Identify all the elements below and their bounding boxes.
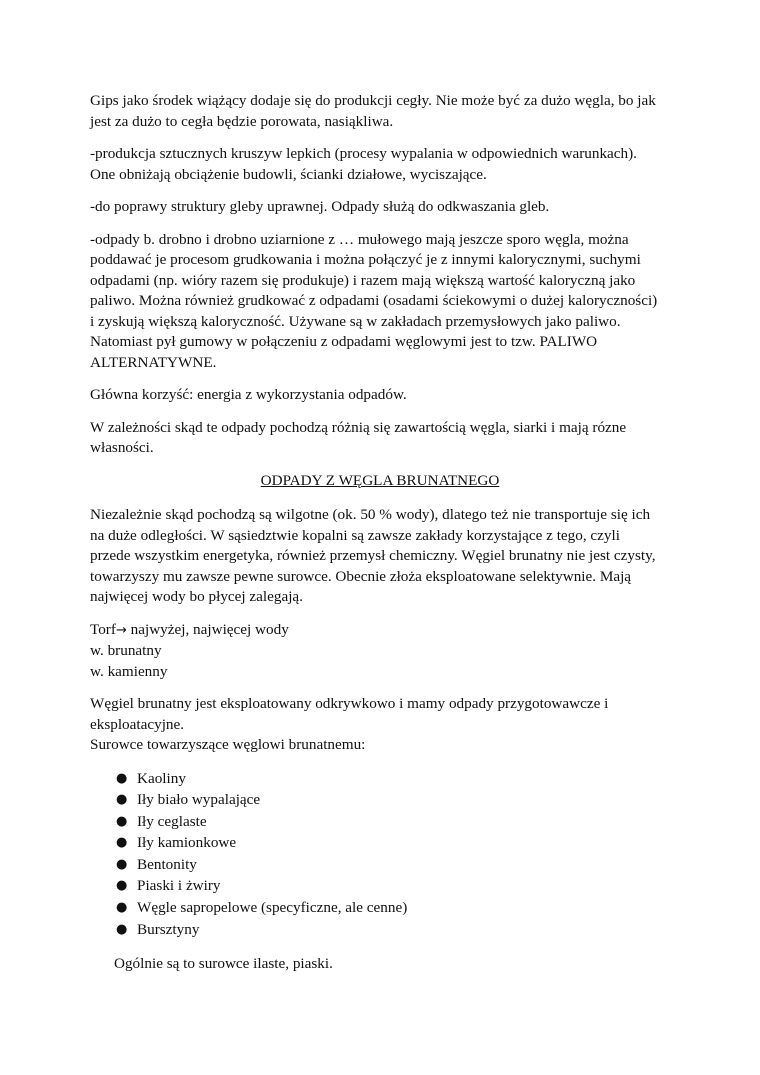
paragraph-line: -odpady b. drobno i drobno uziarnione z … mułowego mają jeszcze sporo węgla, można <box>90 230 629 248</box>
paragraph-line: One obniżają obciążenie budowli, ścianki działowe, wyciszające. <box>90 165 487 183</box>
coal-rank-line <box>90 620 670 642</box>
list-item <box>90 919 670 941</box>
paragraph-line: ALTERNATYWNE. <box>90 353 217 371</box>
paragraph-line: Natomiast pył gumowy w połączeniu z odpadami węglowymi jest to tzw. PALIWO <box>90 333 598 350</box>
paragraph-line: W zależności skąd te odpady pochodzą różnią się zawartością węgla, siarki i mają rózne <box>90 418 627 436</box>
document-page <box>90 91 670 987</box>
bullet-icon: ● <box>116 878 128 894</box>
bullet-icon: ● <box>116 792 128 808</box>
bullet-icon: ● <box>116 900 128 916</box>
paragraph-lignite-waste <box>90 505 670 608</box>
list-item <box>90 854 670 876</box>
paragraph-origin <box>90 418 670 459</box>
list-item-text: Piaski i żwiry <box>137 877 221 895</box>
section-heading: ODPADY Z WĘGLA BRUNATNEGO <box>260 471 500 489</box>
paragraph-line: Surowce towarzyszące węglowi brunatnemu: <box>90 736 366 753</box>
paragraph-gypsum <box>90 91 670 132</box>
list-item-text: Kaoliny <box>137 769 186 787</box>
list-item <box>90 789 670 811</box>
list-item <box>90 768 670 790</box>
list-item-text: Bentonity <box>137 855 197 873</box>
coal-rank-label: Torf <box>90 620 116 638</box>
list-item-text: Iły kamionkowe <box>137 834 237 852</box>
bullet-icon: ● <box>116 856 128 872</box>
paragraph-exploitation <box>90 694 670 756</box>
paragraph-line: Główna korzyść: energia z wykorzystania odpadów. <box>90 386 407 403</box>
paragraph-line: najwięcej wody bo płycej zalegają. <box>90 588 303 605</box>
accompanying-minerals-list <box>90 768 670 941</box>
paragraph-line: na duże odległości. W sąsiedztwie kopalni są zawsze zakłady korzystające z tego, czyli <box>90 526 620 544</box>
bullet-icon: ● <box>116 835 128 851</box>
bullet-icon: ● <box>116 813 128 829</box>
list-item-text: Iły ceglaste <box>137 812 207 830</box>
coal-rank-list <box>90 620 670 683</box>
paragraph-line: Gips jako środek wiążący dodaje się do produkcji cegły. Nie może być za dużo węgla, bo jak <box>90 92 656 109</box>
arrow-right-icon: → <box>115 622 127 638</box>
paragraph-line: jest za dużo to cegła będzie porowata, nasiąkliwa. <box>90 112 394 130</box>
list-item <box>90 897 670 919</box>
list-item-text: Węgle sapropelowe (specyficzne, ale cenne) <box>137 899 408 917</box>
paragraph-line: eksploatacyjne. <box>90 715 185 733</box>
bullet-icon: ● <box>116 770 128 786</box>
bullet-icon: ● <box>116 921 128 937</box>
paragraph-fine-waste <box>90 230 670 374</box>
list-item <box>90 832 670 854</box>
paragraph-line: paliwo. Można również grudkować z odpadami (osadami ściekowymi o dużej kaloryczności) <box>90 292 658 309</box>
paragraph-line: Niezależnie skąd pochodzą są wilgotne (ok. 50 % wody), dlatego też nie transportuje się ich <box>90 506 651 523</box>
paragraph-line: przede wszystkim energetyka, również przemysł chemiczny. Węgiel brunatny nie jest czysty, <box>90 547 656 564</box>
paragraph-line: towarzyszy mu zawsze pewne surowce. Obecnie złoża eksploatowane selektywnie. Mają <box>90 567 632 585</box>
list-item <box>90 811 670 833</box>
paragraph-line: Węgiel brunatny jest eksploatowany odkrywkowo i mamy odpady przygotowawcze i <box>90 695 609 712</box>
paragraph-line: i zyskują większą kaloryczność. Używane są w zakładach przemysłowych jako paliwo. <box>90 312 621 330</box>
paragraph-main-benefit <box>90 385 670 406</box>
paragraph-line: własności. <box>90 439 154 456</box>
coal-rank-line: w. kamienny <box>90 662 168 680</box>
list-item-text: Bursztyny <box>137 920 200 938</box>
list-item-text: Iły biało wypalające <box>137 791 261 809</box>
coal-rank-line: w. brunatny <box>90 642 162 659</box>
paragraph-line: -produkcja sztucznych kruszyw lepkich (procesy wypalania w odpowiednich warunkach). <box>90 145 637 162</box>
coal-rank-note: najwyżej, najwięcej wody <box>126 620 289 638</box>
paragraph-line: -do poprawy struktury gleby uprawnej. Odpady służą do odkwaszania gleb. <box>90 198 550 215</box>
list-item <box>90 875 670 897</box>
paragraph-soil <box>90 197 670 218</box>
paragraph-aggregates <box>90 144 670 185</box>
paragraph-line: odpadami (np. wióry razem się produkuje) i razem mają większą wartość kaloryczną jako <box>90 271 636 289</box>
paragraph-line: poddawać je procesom grudkowania i można połączyć je z innymi kalorycznymi, suchymi <box>90 251 641 268</box>
closing-sentence: Ogólnie są to surowce ilaste, piaski. <box>114 955 333 973</box>
